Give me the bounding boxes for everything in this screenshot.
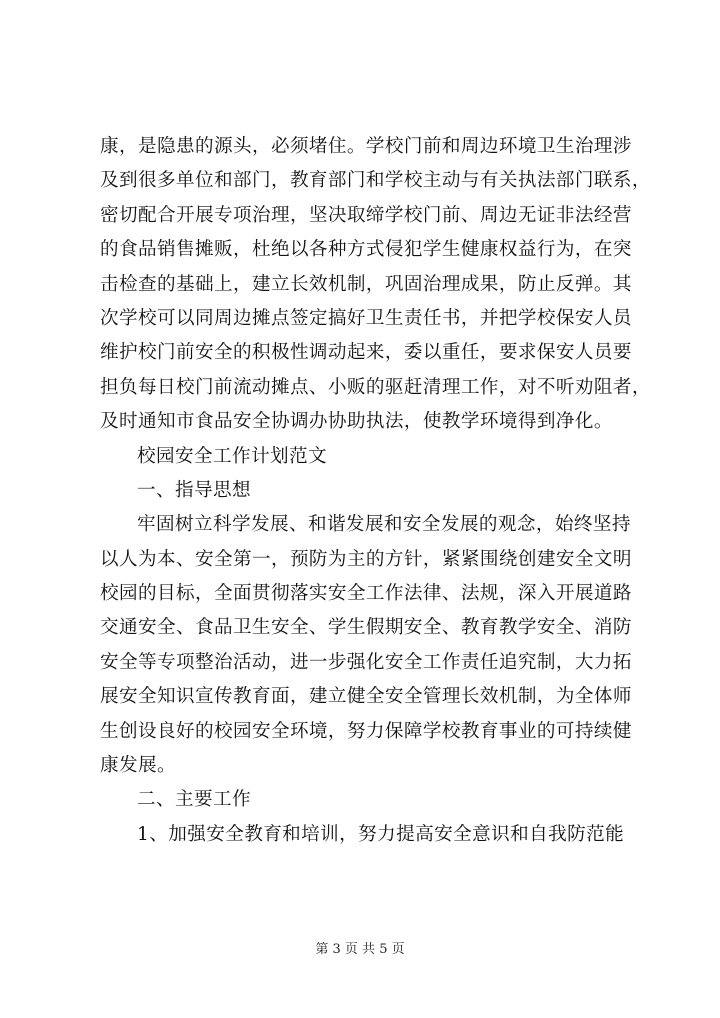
body-line: 安全等专项整治活动，进一步强化安全工作责任追究制，大力拓 bbox=[100, 651, 632, 673]
body-line: 校园的目标，全面贯彻落实安全工作法律、法规，深入开展道路 bbox=[100, 583, 632, 605]
body-line: 击检查的基础上，建立长效机制，巩固治理成果，防止反弹。其 bbox=[100, 273, 632, 295]
body-line: 及时通知市食品安全协调办协助执法，使教学环境得到净化。 bbox=[100, 411, 613, 433]
body-line: 牢固树立科学发展、和谐发展和安全发展的观念，始终坚持 bbox=[137, 514, 631, 536]
document-body bbox=[100, 130, 651, 852]
body-line: 密切配合开展专项治理，坚决取缔学校门前、周边无证非法经营 bbox=[100, 204, 632, 226]
section-heading: 校园安全工作计划范文 bbox=[137, 445, 327, 467]
body-line: 1、加强安全教育和培训，努力提高安全意识和自我防范能 bbox=[137, 823, 625, 845]
body-line: 康，是隐患的源头，必须堵住。学校门前和周边环境卫生治理涉 bbox=[100, 136, 632, 157]
body-line: 及到很多单位和部门，教育部门和学校主动与有关执法部门联系， bbox=[100, 170, 651, 192]
section-heading: 一、指导思想 bbox=[137, 479, 251, 501]
body-line: 交通安全、食品卫生安全、学生假期安全、教育教学安全、消防 bbox=[100, 617, 632, 639]
page-number-footer: 第 3 页 共 5 页 bbox=[315, 942, 405, 957]
body-line: 以人为本、安全第一，预防为主的方针，紧紧围绕创建安全文明 bbox=[100, 548, 632, 570]
body-line: 次学校可以同周边摊点签定搞好卫生责任书，并把学校保安人员 bbox=[100, 307, 632, 329]
body-line: 担负每日校门前流动摊点、小贩的驱赶清理工作，对不听劝阻者， bbox=[100, 376, 651, 398]
section-heading: 二、主要工作 bbox=[137, 789, 251, 811]
body-line: 维护校门前安全的积极性调动起来，委以重任，要求保安人员要 bbox=[100, 342, 632, 364]
body-line: 生创设良好的校园安全环境，努力保障学校教育事业的可持续健 bbox=[100, 720, 632, 742]
body-line: 的食品销售摊贩，杜绝以各种方式侵犯学生健康权益行为，在突 bbox=[100, 239, 632, 261]
body-line: 展安全知识宣传教育面，建立健全安全管理长效机制，为全体师 bbox=[100, 686, 632, 708]
body-line: 康发展。 bbox=[100, 755, 176, 777]
